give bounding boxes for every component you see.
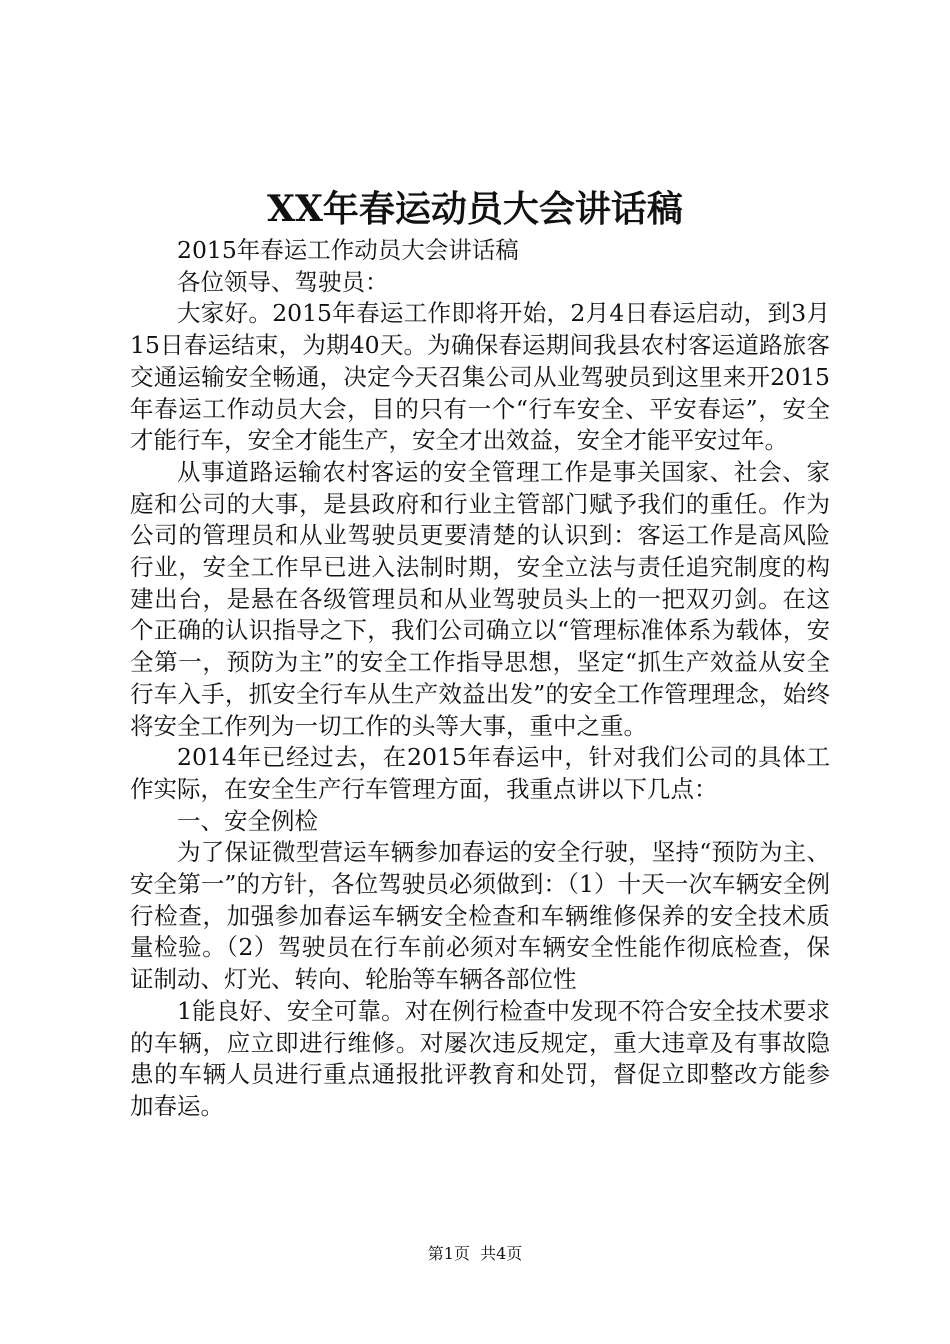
paragraph-opening: 大家好。2015年春运工作即将开始，2月4日春运启动，到3月15日春运结束，为期40天。为确保春运期间我县农村客运道路旅客交通运输安全畅通，决定今天召集公司从业驾驶员到这里来开2015年春运工作动员大会，目的只有一个“行车安全、平安春运”，安全才能行车，安全才能生产，安全才出效益，安全才能平安过年。 (130, 299, 830, 455)
paragraph-management: 从事道路运输农村客运的安全管理工作是事关国家、社会、家庭和公司的大事，是县政府和行业主管部门赋予我们的重任。作为公司的管理员和从业驾驶员更要清楚的认识到：客运工作是高风险行业，安全工作早已进入法制时期，安全立法与责任追究制度的构建出台，是悬在各级管理员和从业驾驶员头上的一把双刃剑。在这个正确的认识指导之下，我们公司确立以“管理标准体系为载体，安全第一，预防为主”的安全工作指导思想，坚定“抓生产效益从安全行车入手，抓安全行车从生产效益出发”的安全工作管理理念，始终将安全工作列为一切工作的头等大事，重中之重。 (130, 457, 830, 740)
paragraph-key-points: 2014年已经过去，在2015年春运中，针对我们公司的具体工作实际，在安全生产行车管理方面，我重点讲以下几点： (130, 743, 830, 803)
paragraph-inspection: 为了保证微型营运车辆参加春运的安全行驶，坚持“预防为主、安全第一”的方针，各位驾驶员必须做到：（1）十天一次车辆安全例行检查，加强参加春运车辆安全检查和车辆维修保养的安全技术质量检验。（2）驾驶员在行车前必须对车辆安全性能作彻底检查，保证制动、灯光、转向、轮胎等车辆各部位性 (130, 838, 830, 994)
section-heading-inspection: 一、安全例检 (177, 806, 318, 835)
document-title: XX年春运动员大会讲话稿 (267, 188, 683, 230)
paragraph-salutation: 各位领导、驾驶员： (177, 267, 389, 296)
paragraph-inspection-continued: 1能良好、安全可靠。对在例行检查中发现不符合安全技术要求的车辆，应立即进行维修。对屡次违反规定，重大违章及有事故隐患的车辆人员进行重点通报批评教育和处罚，督促立即整改方能参加春运。 (130, 996, 830, 1120)
paragraph-subtitle: 2015年春运工作动员大会讲话稿 (177, 236, 519, 264)
page-footer: 第1页 共4页 (427, 1244, 523, 1263)
document-body (130, 235, 830, 1123)
